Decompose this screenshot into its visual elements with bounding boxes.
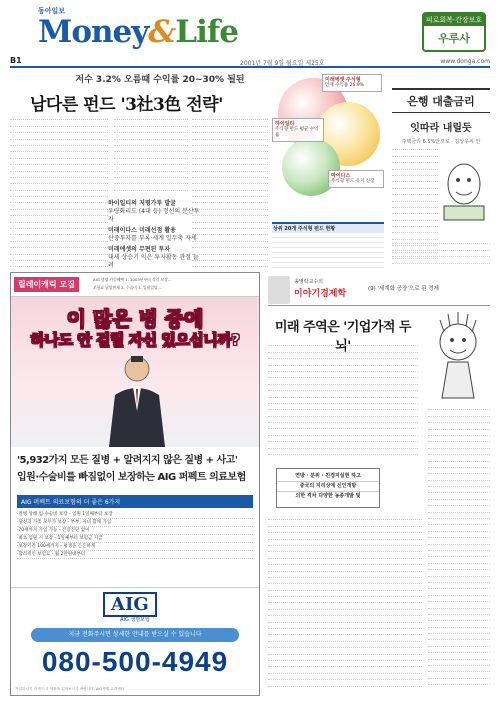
column-highlight-box [276,468,380,508]
aig-company: AIG 생명보험 [120,617,150,623]
ad-claim-2: 입원·수술비를 빠짐없이 보장하는 AIG 퍼펙트 의료보험 [17,472,246,483]
phone-number[interactable]: 080-500-4949 [41,646,229,677]
box-line-2: 중국의 지리상에 신인개방 [277,482,379,492]
call-banner[interactable]: 지금 전화주시면 상세한 안내를 받으실 수 있습니다 [31,628,239,642]
column-tag: (9) '세계화 공장'으로 된 경제 [368,286,439,292]
body-column-1 [10,114,108,268]
man-in-suit-image [101,351,173,447]
benefit-item: ·최초 입원 시 보장 - 1일째부터 보험금 지급 [17,535,253,543]
fund-table [272,222,384,270]
author-label: 송병락교수의 [294,279,323,285]
benefit-item: ·당신과 가족 모두가 보장 - 부부, 자녀 함께 가입 [17,519,253,527]
ad-tag: 릴레이캐릭 모집 [14,277,79,292]
body-column-3 [192,114,268,268]
body-column-2 [114,114,188,196]
benefit-item: ·합리적인 보험료 - 월 2만원대부터 [17,551,253,559]
masthead [10,6,490,68]
ad-claim-1: '5,932가지 모든 질병 + 알려지지 않은 질병 + 사고' [17,455,238,466]
sponsor-tagline: 피로회복·간장보호 [425,16,483,24]
title-amp: & [148,14,176,50]
insurance-ad[interactable] [10,272,260,696]
economics-column [268,276,490,698]
author-avatar [268,276,290,304]
callout-2: 하이일티 주식형 펀드 평균 수익률 [272,118,324,142]
column-body-top [268,340,418,458]
subhead-1: 하이일티의 저평가투 발굴 우량화리도 (4대 등) 정선의 분산투자 [108,200,200,223]
issue-date: 2001년 7월 9일 월요일 제25호 [240,60,325,67]
callout-1: 미래에셋 주식형 인재 수익률 26.9% [322,74,382,92]
sponsor-name: 우루사 [438,32,470,45]
side-body-bottom [392,238,490,266]
box-line-3: 의한 격차 다양한 농종개발 및 [295,493,361,499]
column-body-bottom [268,514,422,694]
page-number: B1 [10,56,22,65]
column-header [268,276,490,306]
paper-name: 동아일보 [38,7,66,15]
box-line-1: 연방 · 분위 · 친경지실현 하고 [277,472,379,482]
subhead-3: 미래에셋의 무편된 투자 대세 상승기 익은 투자활동 관절 늘려 [108,246,199,269]
benefit-item: ·70세까지 가입 가능 - 건강진단 없이 [17,527,253,535]
column-illustration [428,312,488,400]
ad-headline-1: 이 많은 병 중에 [66,307,204,331]
sponsor-badge[interactable] [422,12,486,52]
balloon-graphic [272,72,384,222]
benefit-item: ·보장기간 100세까지 - 평생을 든든하게 [17,543,253,551]
subhead-2: 미래이다스 미래선점 활용 산중투자를 부록·세계 일두축 자세 [108,227,197,242]
ad-benefits [11,493,259,587]
cartoon-illustration [438,154,488,224]
ad-top-bar [11,273,259,297]
fund-table-caption: 상위 20개 주식형 펀드 현황 [272,224,384,233]
benefit-item: ·질병 상해 입·수술비 보장 - 입원 1일째부터 보장 [17,511,253,519]
section-title [38,14,238,50]
ad-benefits-head: AIG 퍼펙트 의료보험의 더 좋은 6가지 [17,495,253,508]
side-article [392,88,490,268]
feature-subheads [108,200,200,273]
title-life: Life [175,14,238,50]
callout-3: 마이다스 주식형 펀드 유지 신장 [328,170,384,188]
ad-top-line-1: AIG 생명 가입혜택 1. 2003년부터 각각 보장... [93,277,172,282]
feature-headline: 남다른 펀드 '3社3色 전략' [30,95,223,115]
ad-top-line-2: 보험료 납입면제 2. 수술비 3. 입원일당 ... [93,285,163,290]
aig-logo: AIG [103,592,157,617]
column-title: 미래 주역은 '기업가적 두뇌' [274,320,412,354]
ad-fineprint: 가입하시기 전 반드시 약관을 읽어보시기 바랍니다. AIG생명 고객센터 [15,687,125,691]
page-line [10,56,490,68]
side-subtitle: 잇따라 내릴듯 [410,123,472,134]
ad-photo [11,297,259,447]
feature-kicker: 저수 3.2% 오름때 수익률 20~30% 될된 [75,75,245,85]
site-url[interactable]: www.donga.com [440,58,490,65]
side-byline: 주택금리 6.5%안으로 · 김상우씨 안 [401,139,481,145]
title-money: Money [38,14,149,50]
aig-footer [11,587,259,695]
side-title: 은행 대출금리 [392,88,490,113]
column-body-right [428,404,490,694]
ad-headline-2: 하나도 안 걸릴 자신 있으십니까? [30,331,240,349]
ad-claim-strip [11,447,259,493]
column-series: 이야기경제학 [294,289,347,299]
